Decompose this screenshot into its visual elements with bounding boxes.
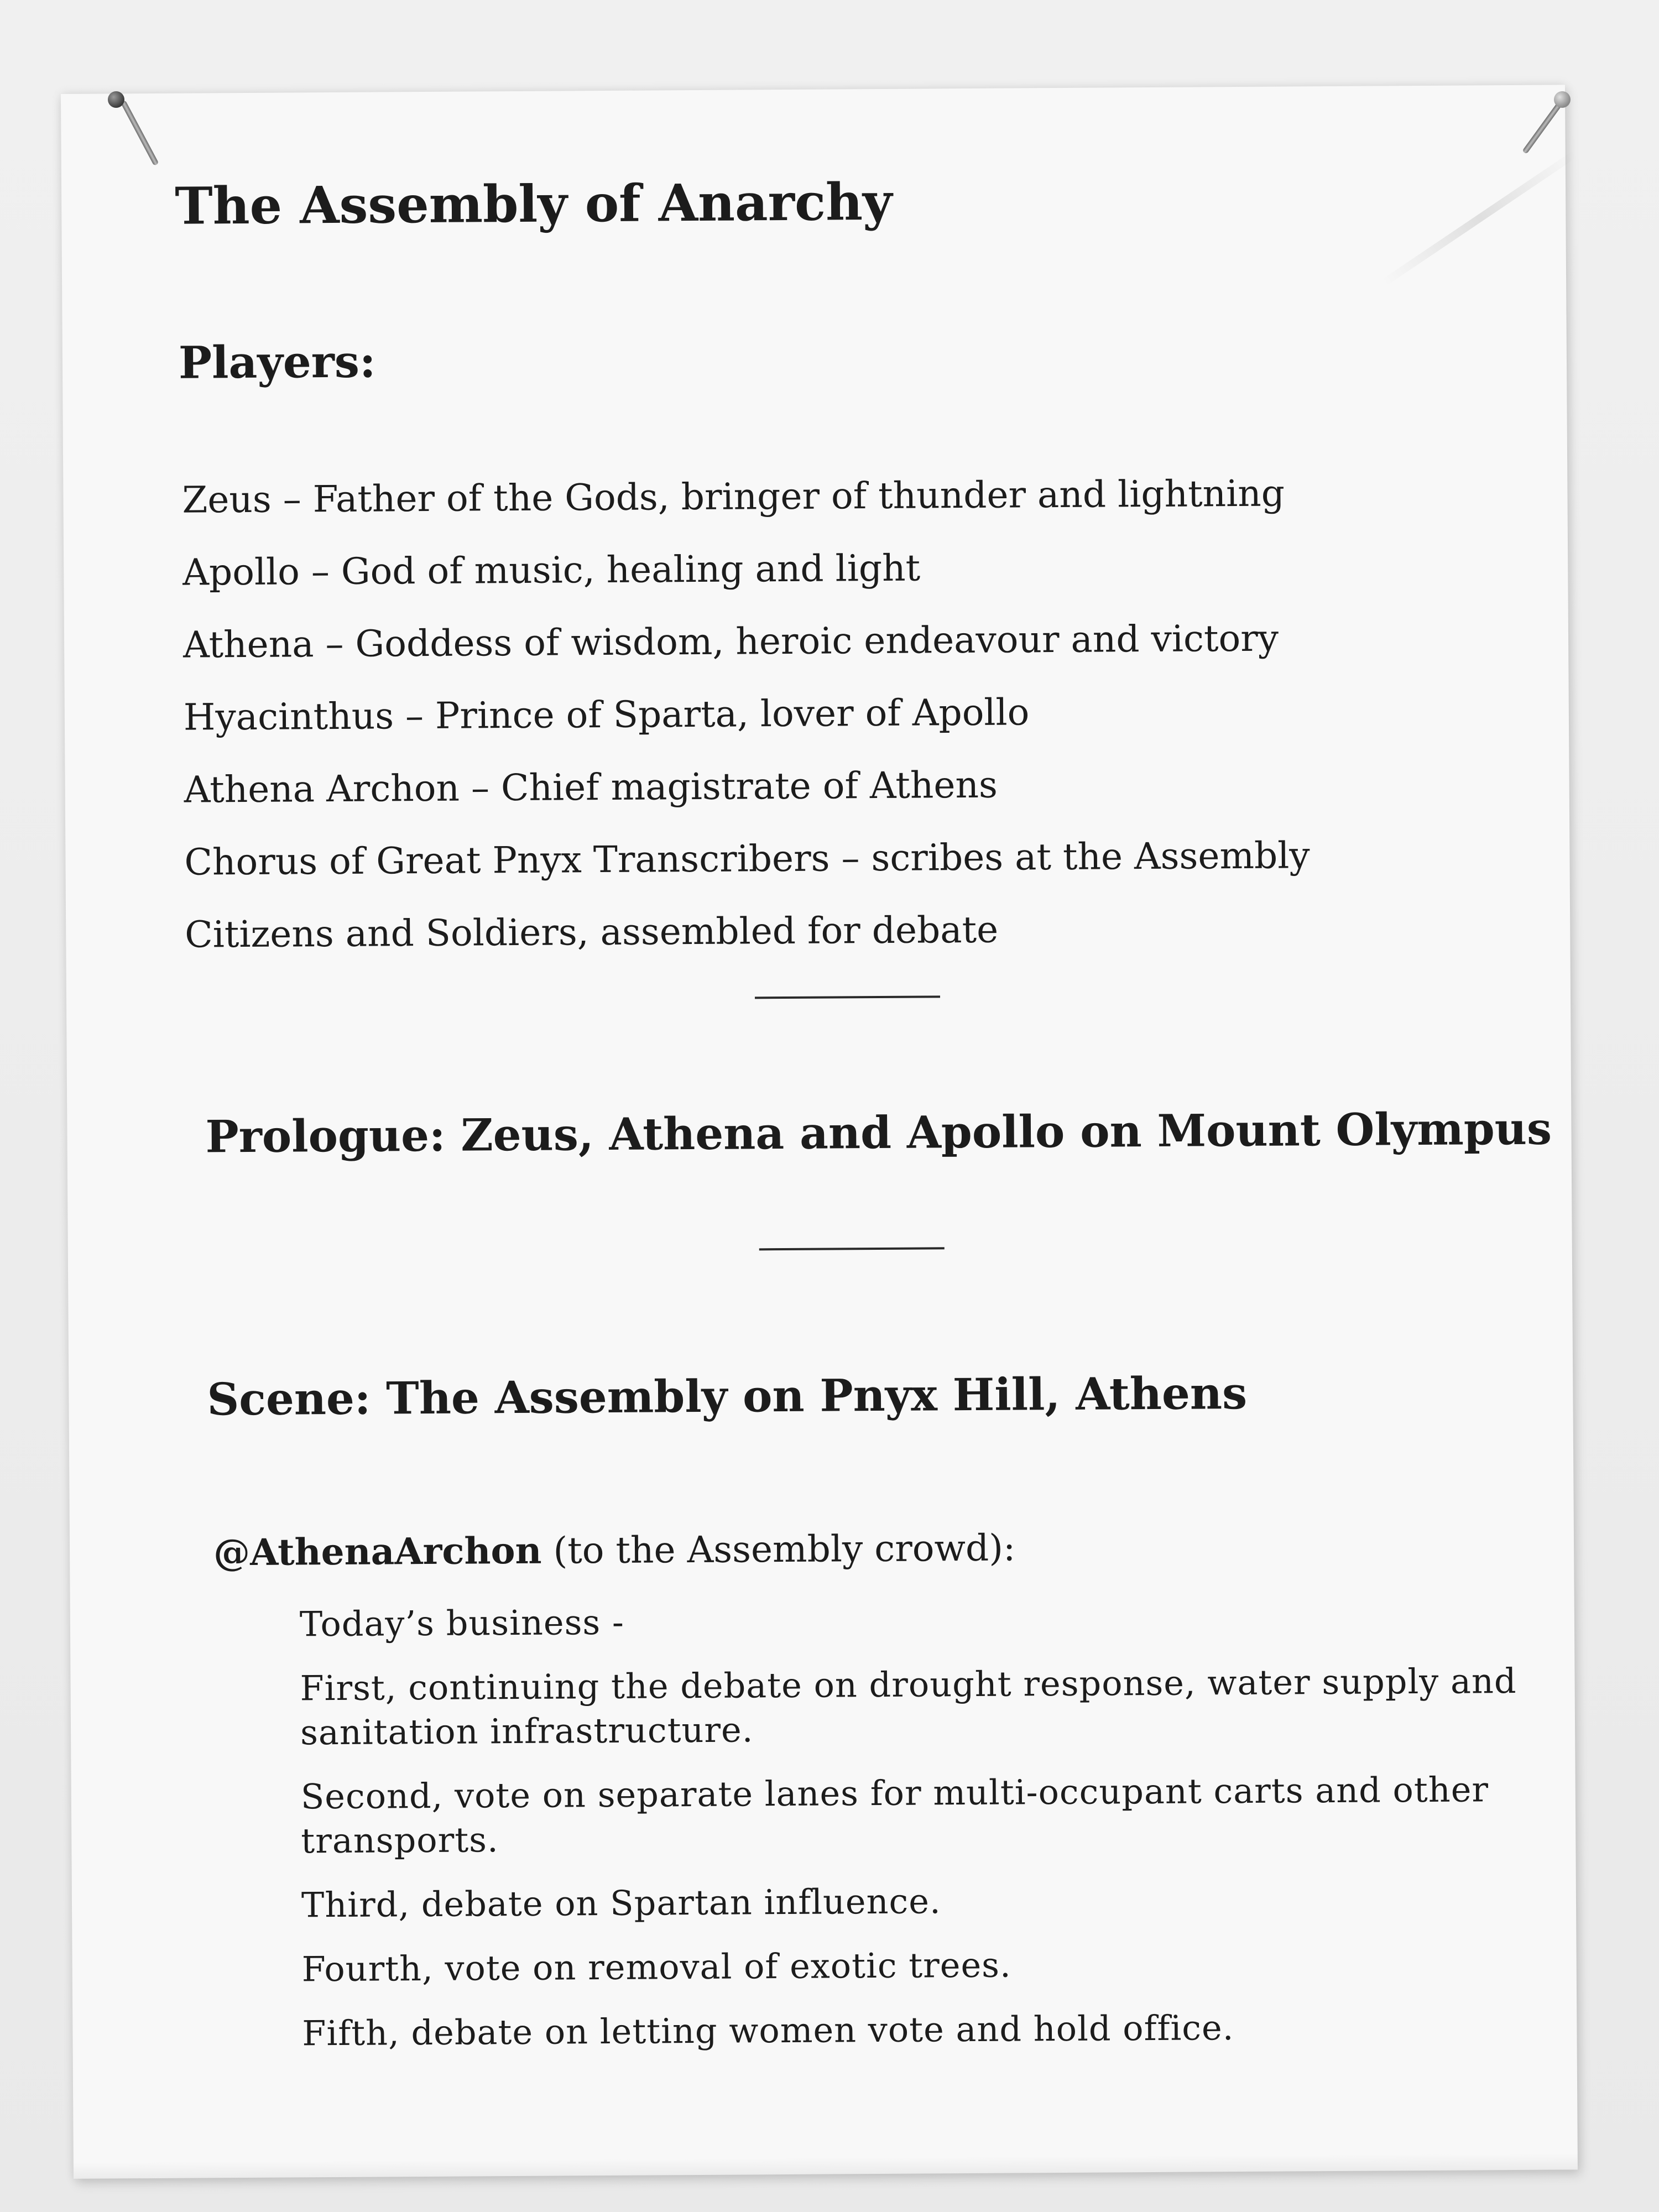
speaker-line bbox=[213, 1526, 1016, 1574]
scene-heading: Scene: The Assembly on Pnyx Hill, Athens bbox=[207, 1366, 1248, 1426]
document-title: The Assembly of Anarchy bbox=[174, 171, 893, 236]
player-hyacinthus: Hyacinthus – Prince of Sparta, lover of Apollo bbox=[183, 691, 1030, 739]
player-zeus: Zeus – Father of the Gods, bringer of thunder and lightning bbox=[182, 472, 1285, 521]
agenda-item: Fifth, debate on letting women vote and hold office. bbox=[302, 2007, 1234, 2054]
section-divider bbox=[755, 995, 940, 999]
agenda-item: First, continuing the debate on drought response, water supply and sanitation infrastructure. bbox=[300, 1660, 1517, 1753]
agenda-intro: Today’s business - bbox=[299, 1601, 625, 1645]
stage-direction: (to the Assembly crowd): bbox=[541, 1526, 1016, 1572]
pin-head bbox=[108, 91, 124, 108]
players-heading: Players: bbox=[178, 335, 376, 389]
agenda-item: Third, debate on Spartan influence. bbox=[301, 1881, 941, 1926]
agenda-item: Second, vote on separate lanes for multi-occupant carts and other transports. bbox=[300, 1769, 1489, 1861]
player-chorus: Chorus of Great Pnyx Transcribers – scribes at the Assembly bbox=[184, 834, 1310, 884]
player-athena-archon: Athena Archon – Chief magistrate of Athens bbox=[184, 763, 998, 811]
paper-sheet bbox=[61, 85, 1578, 2179]
agenda-list bbox=[300, 1594, 1574, 2075]
players-list bbox=[182, 457, 1311, 971]
speaker-name: @AthenaArchon bbox=[213, 1528, 542, 1574]
player-apollo: Apollo – God of music, healing and light bbox=[182, 546, 921, 594]
player-athena: Athena – Goddess of wisdom, heroic endeavour and victory bbox=[182, 617, 1279, 666]
section-divider bbox=[759, 1247, 945, 1250]
player-citizens: Citizens and Soldiers, assembled for debate bbox=[185, 908, 999, 956]
prologue-heading: Prologue: Zeus, Athena and Apollo on Mount Olympus bbox=[205, 1102, 1552, 1163]
pin-head bbox=[1554, 91, 1571, 108]
agenda-item: Fourth, vote on removal of exotic trees. bbox=[301, 1944, 1011, 1990]
